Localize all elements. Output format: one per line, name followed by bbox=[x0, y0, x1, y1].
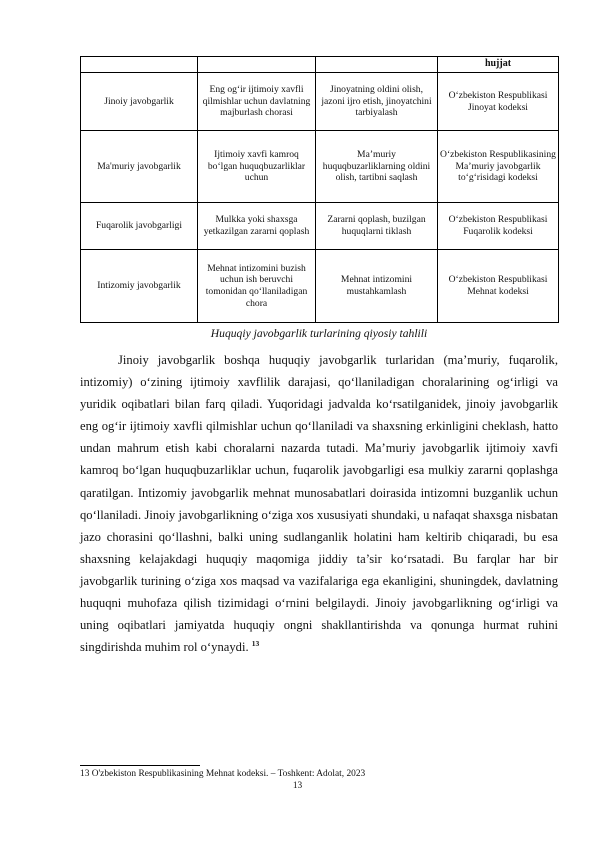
table-cell: Eng og‘ir ijtimoiy xavfli qilmishlar uchun davlatning majburlash chorasi bbox=[198, 73, 316, 131]
header-cell bbox=[81, 57, 198, 73]
table-cell: O‘zbekiston Respublikasining Ma’muriy javobgarlik to‘g‘risidagi kodeksi bbox=[438, 131, 559, 203]
table-header-row bbox=[81, 57, 559, 73]
table-row bbox=[81, 73, 559, 131]
liability-comparison-table bbox=[80, 56, 559, 323]
table-cell: Fuqarolik javobgarligi bbox=[81, 203, 198, 250]
table-cell: Ma'muriy javobgarlik bbox=[81, 131, 198, 203]
footnote-reference[interactable]: 13 bbox=[251, 639, 260, 649]
table-cell: Jinoiy javobgarlik bbox=[81, 73, 198, 131]
page-number: 13 bbox=[292, 781, 303, 791]
table-cell: Intizomiy javobgarlik bbox=[81, 250, 198, 323]
paragraph-text: Jinoiy javobgarlik boshqa huquqiy javobgarlik turlaridan (ma’muriy, fuqarolik, intizomiy) o‘zining ijtimoiy xavflilik darajasi, qo‘llaniladigan choralarining og‘irligi va yuridik oqibatlari bilan farq qiladi. Yuqoridagi jadvalda ko‘rsatilganidek, jinoiy javobgarlik eng og‘ir ijtimoiy xavfli qilmishlar uchun qo‘llaniladi va shaxsning erkinligini cheklash, hatto undan mahrum etish kabi choralarni nazarda tutadi. Ma’muriy javobgarlik ijtimoiy xavfi kamroq bo‘lgan huquqbuzarliklar uchun, fuqarolik javobgarligi esa mulkiy zararni qoplashga qaratilgan. Intizomiy javobgarlik mehnat munosabatlari doirasida intizomni buzganlik uchun qo‘llaniladi. Jinoiy javobgarlikning o‘ziga xos xususiyati shundaki, u nafaqat shaxsga nisbatan jazo chorasini qo‘llashni, balki uning sudlanganlik holatini ham keltirib chiqaradi, bu esa shaxsning kelajakdagi huquqiy maqomiga jiddiy ta’sir ko‘rsatadi. Bu farqlar har bir javobgarlik turining o‘ziga xos maqsad va vazifalariga ega ekanligini, shuningdek, davlatning huquqni muhofaza qilish tizimidagi o‘rnini belgilaydi. Jinoiy javobgarlikning og‘irligi va uning oqibatlari jamiyatda huquqiy ongni shakllantirishda va qonunga hurmat ruhini singdirishda muhim rol o‘ynaydi. bbox=[80, 353, 558, 655]
footnote-text: 13 O'zbekiston Respublikasining Mehnat kodeksi. – Toshkent: Adolat, 2023 bbox=[80, 769, 366, 779]
table-row bbox=[81, 250, 559, 323]
table-cell: O‘zbekiston Respublikasi Mehnat kodeksi bbox=[438, 250, 559, 323]
table-cell: Mehnat intizomini mustahkamlash bbox=[316, 250, 438, 323]
table-cell: Ma’muriy huquqbuzarliklarning oldini olish, tartibni saqlash bbox=[316, 131, 438, 203]
header-cell bbox=[316, 57, 438, 73]
table-cell: Mulkka yoki shaxsga yetkazilgan zararni qoplash bbox=[198, 203, 316, 250]
table-cell: Mehnat intizomini buzish uchun ish beruvchi tomonidan qo‘llaniladigan chora bbox=[198, 250, 316, 323]
header-cell bbox=[198, 57, 316, 73]
header-cell: hujjat bbox=[438, 57, 559, 73]
table-cell: O‘zbekiston Respublikasi Jinoyat kodeksi bbox=[438, 73, 559, 131]
table-caption: Huquqiy javobgarlik turlarining qiyosiy tahlili bbox=[210, 327, 428, 340]
table-cell: O‘zbekiston Respublikasi Fuqarolik kodeksi bbox=[438, 203, 559, 250]
table-cell: Zararni qoplash, buzilgan huquqlarni tiklash bbox=[316, 203, 438, 250]
footnote-divider bbox=[80, 765, 200, 766]
table-row bbox=[81, 203, 559, 250]
table-cell: Jinoyatning oldini olish, jazoni ijro etish, jinoyatchini tarbiyalash bbox=[316, 73, 438, 131]
table-row bbox=[81, 131, 559, 203]
table-cell: Ijtimoiy xavfi kamroq bo‘lgan huquqbuzarliklar uchun bbox=[198, 131, 316, 203]
body-paragraph bbox=[80, 349, 558, 658]
